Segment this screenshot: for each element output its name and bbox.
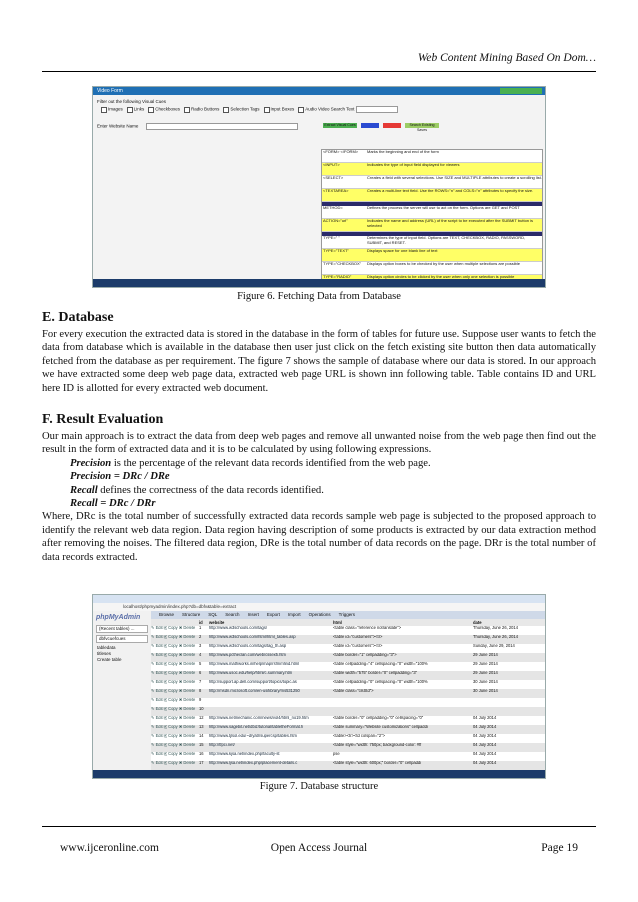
table-header [151,619,545,626]
figure-6-screenshot [92,86,546,288]
header-spacer [151,619,199,626]
description-cell: Indicates the name and address (URL) of the script to be executed after the SUBMIT button is selected [367,218,534,228]
html-cell: <table width="575" border="0" cellpadding="3" [333,671,418,675]
html-cell: <table><tr><td colspan="2"> [333,734,385,738]
nav-tab[interactable]: Import [287,612,301,617]
table-row [151,743,545,752]
row-actions[interactable]: ✎ Edit ⎘ Copy ✖ Delete [151,680,196,684]
nav-tab[interactable]: Search [225,612,240,617]
tag-cell: ACTION="url" [323,218,348,223]
row-actions[interactable]: ✎ Edit ⎘ Copy ✖ Delete [151,734,196,738]
html-cell: <table border="0" cellpadding="0" cellspacing="0" [333,716,424,720]
id-cell: 3 [199,644,202,648]
row-actions[interactable]: ✎ Edit ⎘ Copy ✖ Delete [151,689,196,693]
recall-formula: Recall = DRc / DRr [70,498,156,510]
description-cell: Marks the beginning and end of the form [367,149,439,154]
website-cell: http://www.kjsa.net/index.php/faculty-st [209,752,280,756]
table-row [151,761,545,770]
website-cell: http://www.sagebit.net/dbiz/tutorial/tabletheFormat.h [209,725,304,729]
search-input[interactable] [356,106,398,113]
table-row [151,671,545,680]
html-cell: <table summary="Website customizations" cellpaddi [333,725,428,729]
nav-tab[interactable]: Export [266,612,280,617]
taskbar [93,770,545,778]
footer-rule [42,826,596,827]
form-button[interactable] [361,123,379,128]
tag-cell: <FORM> </FORM> [323,149,359,154]
id-cell: 17 [199,761,204,765]
row-actions[interactable]: ✎ Edit ⎘ Copy ✖ Delete [151,671,196,675]
checkbox[interactable] [264,107,270,113]
description-cell: Creates a multi-line text field. Use the ROWS="n" and COLS="n" attributes to specify the size. [367,188,534,193]
date-cell: 29 June 2014 [473,662,498,666]
phpmyadmin-logo: phpMyAdmin [96,614,141,621]
nav-tab[interactable]: Triggers [338,612,355,617]
html-cell: <table class="reference notranslate"> [333,626,402,630]
figure-7-screenshot [92,594,546,779]
table-row [151,689,545,698]
checkbox-label: Radio Buttons [191,106,220,112]
html-cell: <table class="clsStd"> [333,689,374,693]
html-cell: <table style="width: 600px;" border="0" cellpaddi [333,761,422,765]
footer-website-link[interactable]: www.ijceronline.com [60,842,159,854]
section-f-body [42,430,596,564]
recent-tables-select[interactable]: (Recent tables) ... [96,625,148,633]
figure-6-caption: Figure 6. Fetching Data from Database [237,291,401,302]
checkbox-label: Checkboxes [155,106,181,112]
id-cell: 10 [199,707,204,711]
website-cell: http://www.mathworks.in/help/map/rsfmmfind.html [209,662,300,666]
html-cell [333,698,473,707]
id-cell: 16 [199,752,204,756]
date-cell [473,707,545,716]
status-bar-green [500,88,542,94]
website-cell: http://support.ap.dell.com/support/topics/topic.as [209,680,297,684]
tag-cell: TYPE="CHECKBOX" [323,261,362,266]
search-label: Search Text [329,106,356,112]
website-cell: http://www.ljsa.net/index.php/placement-details.c [209,761,298,765]
fetched-table [321,149,543,279]
figure-7-caption: Figure 7. Database structure [259,781,379,792]
tag-cell: TYPE="TEXT" [323,248,349,253]
website-cell: http://www.pctheclan.com/web/cssex5.htm [209,653,286,657]
website-cell: http://www.w3schools.com/html/html_tables.asp [209,635,296,639]
nav-tab[interactable]: Insert [247,612,259,617]
id-cell: 14 [199,734,204,738]
footer-page-number: Page 19 [541,842,578,854]
date-cell: 29 June 2014 [473,653,498,657]
html-cell: <table id="customers"><tr> [333,644,383,648]
browser-tabs [93,595,545,603]
date-cell: 30 June 2014 [473,689,498,693]
html-cell: <table id="customers"><tr> [333,635,383,639]
table-row [151,698,545,707]
nav-tab[interactable]: SQL [208,612,218,617]
table-row [151,635,545,644]
description-cell: Defines the process the server will use to act on the form. Options are GET and POST [367,205,520,210]
row-actions[interactable]: ✎ Edit ⎘ Copy ✖ Delete [151,644,196,648]
website-cell: http://www.netmechanic.com/news/vol4/html_no19.htm [209,716,309,720]
description-cell: Displays option boxes to be checked by the user when multiple selections are possible [367,261,520,266]
description-cell: Determines the type of input field. Options are TEXT, CHECKBOX, RADIO, PASSWORD, SUBMIT, and RESET. [367,235,526,245]
running-header: Web Content Mining Based On Dom… [417,52,596,64]
date-cell [473,698,545,707]
checkbox-label: Images [108,106,123,112]
table-row [322,189,542,202]
nav-tab[interactable]: Operations [308,612,331,617]
section-f-intro: Our main approach is to extract the data from deep web pages and remove all unwanted noise from the web page then find out the result in the form of extracted data and it is to be calculated by using following expressions. [42,431,596,456]
pma-sidebar [93,611,152,770]
id-cell: 2 [199,635,202,639]
table-body [151,626,545,770]
checkbox-label: Links [133,106,145,112]
checkbox[interactable] [223,107,229,113]
id-cell: 12 [199,716,204,720]
website-input[interactable] [146,123,298,130]
date-cell: 30 June 2014 [473,680,498,684]
checkbox-row [97,106,398,113]
column-header[interactable]: html [333,620,342,625]
tag-cell: METHOD= [323,205,343,210]
nav-tab[interactable]: Browse [159,612,175,617]
description-cell: Displays space for one blank line of text [367,248,438,253]
date-cell: Thursday, June 26, 2014 [473,635,518,639]
taskbar [93,279,545,287]
form-button[interactable]: Extract Visual Cues [324,123,356,127]
id-cell: 13 [199,725,204,729]
row-actions[interactable]: ✎ Edit ⎘ Copy ✖ Delete [151,698,196,702]
row-actions[interactable]: ✎ Edit ⎘ Copy ✖ Delete [151,761,196,765]
checkbox[interactable] [184,107,190,113]
date-cell: 04 July 2014 [473,734,497,738]
html-cell: <table cellpadding="4" cellspacing="0" width="100% [333,662,428,666]
checkbox-label: Input Boxes [270,106,295,112]
description-cell: Displays option circles to be clicked by the user when only one selection is possible [367,274,515,279]
table-row [151,626,545,635]
website-cell: http://www.tjlsol.edu/~dryatr/supercsp/tables.htm [209,734,297,738]
date-cell: 04 July 2014 [473,761,497,765]
description-cell: Creates a field with several selections. Use SIZE and MULTIPLE attributes to create a scrolling list. [367,175,542,180]
row-actions[interactable]: ✎ Edit ⎘ Copy ✖ Delete [151,752,196,756]
pma-nav-tabs [151,611,545,619]
id-cell: 7 [199,680,202,684]
precision-formula: Precision = DRc / DRe [70,471,170,483]
section-f-heading: F. Result Evaluation [42,412,164,427]
id-cell: 4 [199,653,202,657]
header-rule [42,71,596,72]
section-e-heading: E. Database [42,310,114,325]
checkbox-label: Audio Video [305,106,330,112]
precision-line: Precision is the percentage of the relevant data records identified from the web page. [70,457,431,469]
website-label: Enter Website Name [97,123,139,129]
tag-cell: TYPE=" " [323,235,340,240]
date-cell: 04 July 2014 [473,716,497,720]
table-row [151,653,545,662]
sidebar-item-titleses[interactable]: titleses [97,651,112,656]
where-paragraph: Where, DRc is the total number of successfully extracted data records sample web page is subjected to the proposed approach to identify the relevant web data region. Data region having description of some products is extracted by our data extraction method after removing the noises. The filtered data region, DRe is the total number of data records on the page. DRr is the total number of data records extracted. [42,511,596,563]
row-actions[interactable]: ✎ Edit ⎘ Copy ✖ Delete [151,635,196,639]
column-header[interactable]: date [473,620,482,625]
id-cell: 5 [199,662,202,666]
sidebar-item-create-table[interactable]: Create table [97,657,122,662]
row-actions[interactable]: ✎ Edit ⎘ Copy ✖ Delete [151,725,196,729]
website-cell: http://www.w3schools.com/tags/ [209,626,268,630]
id-cell: 1 [199,626,202,630]
table-row [151,716,545,725]
id-cell: 15 [199,743,204,747]
filter-label: Filter out the following Visual Cues [97,99,166,104]
row-actions[interactable]: ✎ Edit ⎘ Copy ✖ Delete [151,626,196,630]
table-row [151,662,545,671]
row-actions[interactable]: ✎ Edit ⎘ Copy ✖ Delete [151,743,196,747]
date-cell: 04 July 2014 [473,725,497,729]
column-header[interactable]: website [209,620,225,625]
checkbox[interactable] [101,107,107,113]
form-button[interactable]: Search Existing Saves [405,123,439,128]
html-cell: <table style="width: 750px; background-color: #ff [333,743,422,747]
description-cell: Indicates the type of input field displayed for viewers [367,162,460,167]
tag-cell: <INPUT> [323,162,340,167]
table-row [151,707,545,716]
row-actions[interactable]: ✎ Edit ⎘ Copy ✖ Delete [151,653,196,657]
table-row [151,725,545,734]
table-row [151,644,545,653]
html-cell: <table border="1" cellpadding="3"> [333,653,397,657]
id-cell: 9 [199,698,202,702]
date-cell: Sunday, June 29, 2014 [473,644,515,648]
html-cell [333,707,473,716]
date-cell: 04 July 2014 [473,743,497,747]
website-cell: http://www.usoc.edu/help/html/c.summary.htm [209,671,293,675]
website-row [97,123,298,130]
window-titlebar: Video Form [93,87,545,95]
nav-tab[interactable]: Structure [182,612,201,617]
row-actions[interactable]: ✎ Edit ⎘ Copy ✖ Delete [151,662,196,666]
tag-cell: <TEXTAREA> [323,188,349,193]
checkbox-label: Selection Tags [230,106,260,112]
column-header[interactable]: id [199,620,203,625]
tag-cell: TYPE="RADIO" [323,274,352,279]
html-cell: pse [333,752,340,756]
database-select[interactable]: dbfvcuefcues [96,635,148,643]
website-cell: http://msdn.microsoft.com/en-us/library/ms531250 [209,689,300,693]
recall-line: Recall defines the correctness of the data records identified. [70,484,324,496]
website-cell [209,698,333,707]
id-cell: 8 [199,689,202,693]
address-bar[interactable]: localhost/phpmyadmin/index.php?db=dbfv&table=extract [93,603,545,611]
website-cell: http://tfpci.net/ [209,743,235,747]
website-cell [209,707,333,716]
checkbox[interactable] [127,107,133,113]
form-button[interactable] [383,123,401,128]
footer-journal: Open Access Journal [270,842,368,854]
date-cell: 04 July 2014 [473,752,497,756]
id-cell: 6 [199,671,202,675]
date-cell: Thursday, June 26, 2014 [473,626,518,630]
checkbox[interactable] [298,107,304,113]
tag-cell: <SELECT> [323,175,344,180]
website-cell: http://www.w3schools.com/tags/tag_th.asp [209,644,287,648]
html-cell: <table cellpadding="0" cellspacing="0" width="100% [333,680,428,684]
row-actions[interactable]: ✎ Edit ⎘ Copy ✖ Delete [151,707,196,711]
table-row [322,219,542,232]
checkbox[interactable] [148,107,154,113]
row-actions[interactable]: ✎ Edit ⎘ Copy ✖ Delete [151,716,196,720]
sidebar-item-tabledata[interactable]: tabledata [97,645,116,650]
table-row [151,734,545,743]
date-cell: 29 June 2014 [473,671,498,675]
table-row [151,752,545,761]
section-e-body: For every execution the extracted data is stored in the database in the form of tables for future use. Suppose user wants to fetch the data from database which is available in the database then user just click on the fetch existing site button then data automatically fetched from the database as per requirement. The figure 7 shows the sample of database where our data is stored. In our approach we have extracted some deep web page data, extracted web page URL is shown inn following table. Table contains ID and URL here ID is allotted for every extracted web document. [42,329,596,394]
table-row [151,680,545,689]
